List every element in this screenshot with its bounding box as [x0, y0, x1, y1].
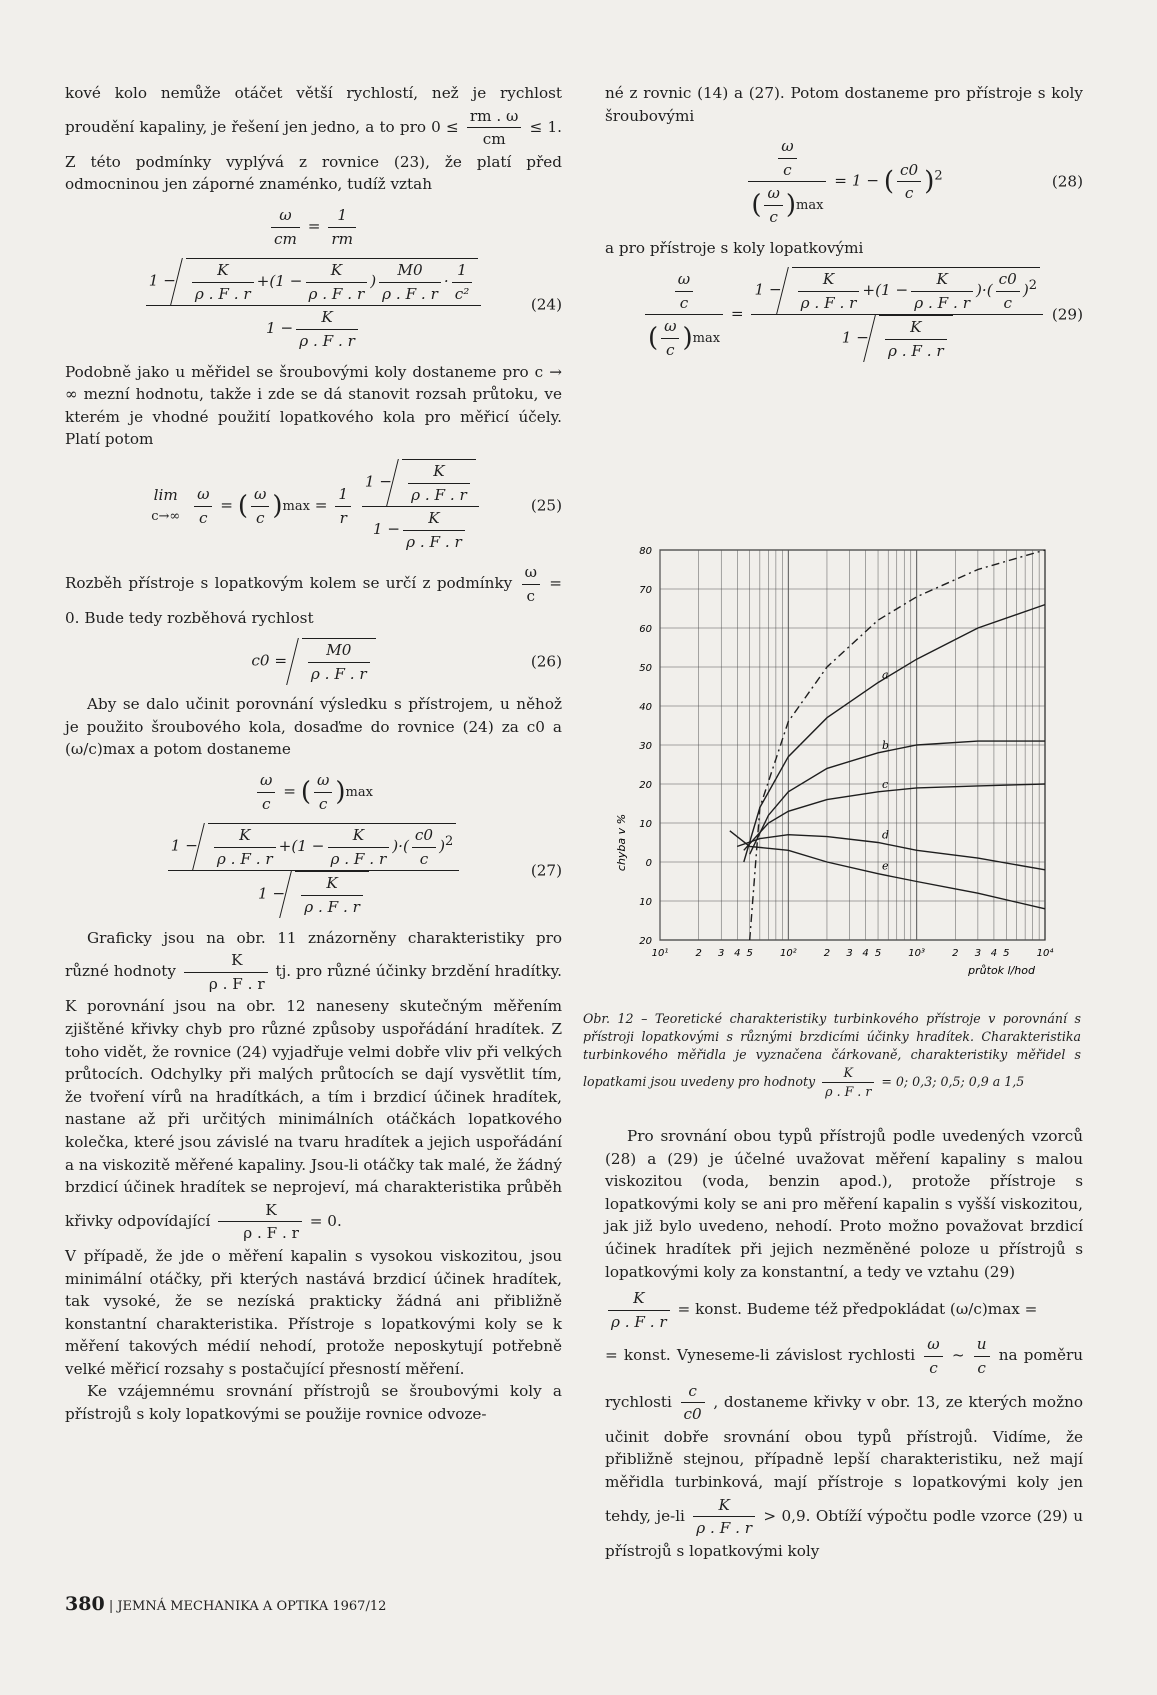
x-tick-label: 3: [974, 948, 982, 959]
series-label: d: [882, 828, 890, 842]
x-tick-label: 5: [874, 948, 882, 959]
chart-labels: [615, 546, 1053, 977]
series-label: a: [882, 668, 889, 682]
x-tick-label: 2: [823, 948, 831, 959]
right-column: [605, 82, 1083, 371]
equation-27-lead: $\frac{\omega}{c}$ = ( $\frac{\omega}{c}$ )max: [65, 769, 562, 815]
equation-29: $\frac{\omega}{c}$ ( $\frac{\omega}{c}$ )max = 1 − $\frac{K}{\rho . F . r}$ +(1 − $\frac{K}{\rho . F . r}$ )·( $\frac{c0}{c}$ )$^2$ 1 − $\frac{K}{\rho . F . r}$ (29): [605, 267, 1083, 362]
x-tick-label: 4: [734, 948, 741, 959]
paragraph: Graficky jsou na obr. 11 znázorněny charakteristiky pro různé hodnoty $\frac{K}{\rho . F . r}$ tj. pro různé účinky brzdění hradítky. K porovnání jsou na obr. 12 naneseny skutečným měřením zjištěné křivky chyb pro různé způsoby uspořádání hradítek. Z toho vidět, že rovnice (24) vyjadřuje velmi dobře vliv při velkých průtocích. Odchylky při malých průtocích se dají vysvětlit tím, že tvoření vírů na hradítkách, a tím i brzdicí účinek hradítek, nastane až při určitých minimálních otáčkách lopatkového kolečka, které jsou závislé na tvaru hradítek a jejich uspořádání a na viskozitě měřené kapaliny. Jsou-li otáčky tak malé, že žádný brzdicí účinek hradítek se neprojeví, má charakteristika průběh křivky odpovídající $\frac{K}{\rho . F . r}$ = 0.: [65, 928, 562, 1243]
equation-24: 1 − $\frac{K}{\rho . F . r}$ +(1 − $\frac{K}{\rho . F . r}$ ) $\frac{M0}{\rho . F . r}$ · $\frac{1}{\text{c²}}$ 1 − $\frac{K}{\rho . F . r}$ (24): [65, 258, 562, 352]
figure-12-chart: [605, 530, 1083, 980]
left-column: [65, 82, 562, 1426]
paragraph: $\frac{K}{\rho . F . r}$ = konst. Budeme též předpokládat (ω/c)max =: [605, 1287, 1083, 1333]
x-axis-label: průtok l/hod: [968, 964, 1035, 977]
y-tick-label: 80: [639, 546, 652, 557]
x-tick-label: 2: [952, 948, 959, 959]
series-line-d: [737, 835, 1045, 870]
series-line-b: [750, 738, 1045, 854]
y-tick-label: 10: [639, 819, 652, 830]
paragraph: V případě, že jde o měření kapalin s vysokou viskozitou, jsou minimální otáčky, při kterých nastává brzdicí účinek hradítek, tak vysoké, že se nezíská prakticky žádná ani přibližně konstantní charakteristika. Přístroje s lopatkovými koly se k měření takových médií nehodí, protože neposkytují potřebně velké měřicí rozsahy s postačující přesností měření.: [65, 1246, 562, 1378]
right-column-lower: [605, 1125, 1083, 1562]
equation-number: (27): [530, 861, 562, 880]
equation-24-lead: $\frac{\omega}{cm}$ = $\frac{1}{rm}$: [65, 204, 562, 250]
chart-grid: [660, 550, 1045, 940]
series-label: e: [882, 859, 889, 873]
equation-27: 1 − $\frac{K}{\rho . F . r}$ +(1 − $\frac{K}{\rho . F . r}$ )·( $\frac{c0}{c}$ )$^2$ 1 − $\frac{K}{\rho . F . r}$ (27): [65, 823, 562, 918]
equation-number: (24): [530, 296, 562, 315]
x-tick-label: 2: [695, 948, 702, 959]
paragraph: a pro přístroje s koly lopatkovými: [605, 238, 864, 257]
paragraph: Rozběh přístroje s lopatkovým kolem se určí z podmínky $\frac{\omega}{c}$ = 0. Bude tedy rozběhová rychlost: [65, 563, 563, 628]
y-tick-label: 40: [639, 702, 652, 713]
y-tick-label: 70: [639, 585, 652, 596]
paragraph: Podobně jako u měřidel se šroubovými koly dostaneme pro c → ∞ mezní hodnotu, takže i zde se dá stanovit rozsah průtoku, ve kterém je vhodné použití lopatkového kola pro měřicí účely. Platí potom: [65, 362, 562, 449]
figure-caption: Obr. 12 – Teoretické charakteristiky turbinkového přístroje v porovnání s přístroji lopatkovými s různými brzdicími účinky hradítek. Charakteristika turbinkového měřidla je vyznačena čárkovaně, charakteristiky měřidel s lopatkami jsou uvedeny pro hodnoty $\frac{K}{\rho . F . r}$ = 0; 0,3; 0,5; 0,9 a 1,5: [583, 1011, 1081, 1099]
equation-number: (29): [1051, 305, 1083, 324]
x-tick-label: 10⁴: [1036, 948, 1054, 959]
x-tick-label: 5: [746, 948, 753, 959]
x-tick-label: 10²: [779, 948, 797, 959]
page-footer: 380 | JEMNÁ MECHANIKA A OPTIKA 1967/12: [65, 1593, 387, 1615]
equation-number: (26): [530, 652, 562, 671]
page-number: 380: [65, 1593, 105, 1615]
paragraph: = konst. Vyneseme-li závislost rychlosti $\frac{\omega}{c}$ ~ $\frac{u}{c}$ na poměru rychlosti $\frac{c}{c0}$ , dostaneme křivky v obr. 13, ze kterých možno učinit dobře srovnání obou typů přístrojů. Vidíme, že přibližně stejnou, případně lepší charakteristiku, než mají měřidla turbinková, mají přístroje s lopatkovými koly jen tehdy, je-li $\frac{K}{\rho . F . r}$ > 0,9. Obtíží výpočtu podle vzorce (29) u přístrojů s lopatkovými koly: [605, 1335, 1084, 1560]
x-tick-label: 10³: [908, 948, 926, 959]
y-tick-label: 20: [639, 780, 652, 791]
equation-number: (25): [530, 496, 562, 515]
paragraph: Ke vzájemnému srovnání přístrojů se šroubovými koly a přístrojů s koly lopatkovými se použije rovnice odvoze-: [65, 1382, 562, 1424]
series-line-a: [744, 605, 1045, 862]
x-tick-label: 10¹: [651, 948, 669, 959]
y-tick-label: 60: [639, 624, 652, 635]
y-tick-label: 30: [639, 741, 652, 752]
x-tick-label: 3: [718, 948, 725, 959]
fraction: $\frac{rm . \omega}{cm}$: [467, 105, 522, 151]
paragraph: né z rovnic (14) a (27). Potom dostaneme pro přístroje s koly šroubovými: [605, 84, 1083, 125]
series-line-c: [744, 784, 1045, 850]
equation-28: $\frac{\omega}{c}$ ( $\frac{\omega}{c}$ )max = 1 − ( $\frac{c0}{c}$ )$^2$ (28): [605, 135, 1083, 228]
paragraph: Aby se dalo učinit porovnání výsledku s přístrojem, u něhož je použito šroubového kola, dosaďme do rovnice (24) za c0 a (ω/c)max a potom dostaneme: [65, 695, 562, 759]
series-label: c: [882, 777, 889, 791]
y-tick-label: 0: [645, 858, 652, 869]
equation-25: lim c→∞ $\frac{\omega}{c}$ = ( $\frac{\omega}{c}$ )max = $\frac{1}{r}$ 1 − $\frac{K}{\rho . F . r}$ 1 − $\frac{K}{\rho . F . r}$ (25): [65, 459, 562, 553]
y-tick-label: 20: [639, 936, 652, 947]
x-tick-label: 4: [990, 948, 998, 959]
y-tick-label: 50: [639, 663, 652, 674]
equation-number: (28): [1051, 172, 1083, 191]
paragraph: Pro srovnání obou typů přístrojů podle uvedených vzorců (28) a (29) je účelné uvažovat měření kapaliny s malou viskozitou (voda, benzin apod.), protože přístroje s lopatkovými koly se ani pro měření kapalin s vyšší viskozitou, jak již bylo uvedeno, nehodí. Proto možno považovat brzdicí účinek hradítek při jejich nezměněné poloze u přístrojů s lopatkovými koly za konstantní, a tedy ve vztahu (29): [605, 1127, 1083, 1281]
x-tick-label: 4: [862, 948, 869, 959]
equation-26: c0 = $\frac{M0}{\rho . F . r}$ (26): [65, 638, 562, 685]
y-tick-label: 10: [639, 897, 652, 908]
y-axis-label: chyba v %: [615, 813, 628, 872]
journal-name: JEMNÁ MECHANIKA A OPTIKA 1967/12: [117, 1599, 387, 1614]
paragraph: kové kolo nemůže otáčet větší rychlostí, než je rychlost proudění kapaliny, je řešení jen jedno, a to pro 0 ≤ $\frac{rm . \omega}{cm}$ ≤ 1. Z této podmínky vyplývá z rovnice (23), že platí před odmocninou jen záporné znaménko, tudíž vztah: [65, 84, 562, 194]
x-tick-label: 5: [1003, 948, 1010, 959]
series-label: b: [882, 738, 890, 752]
x-tick-label: 3: [846, 948, 853, 959]
